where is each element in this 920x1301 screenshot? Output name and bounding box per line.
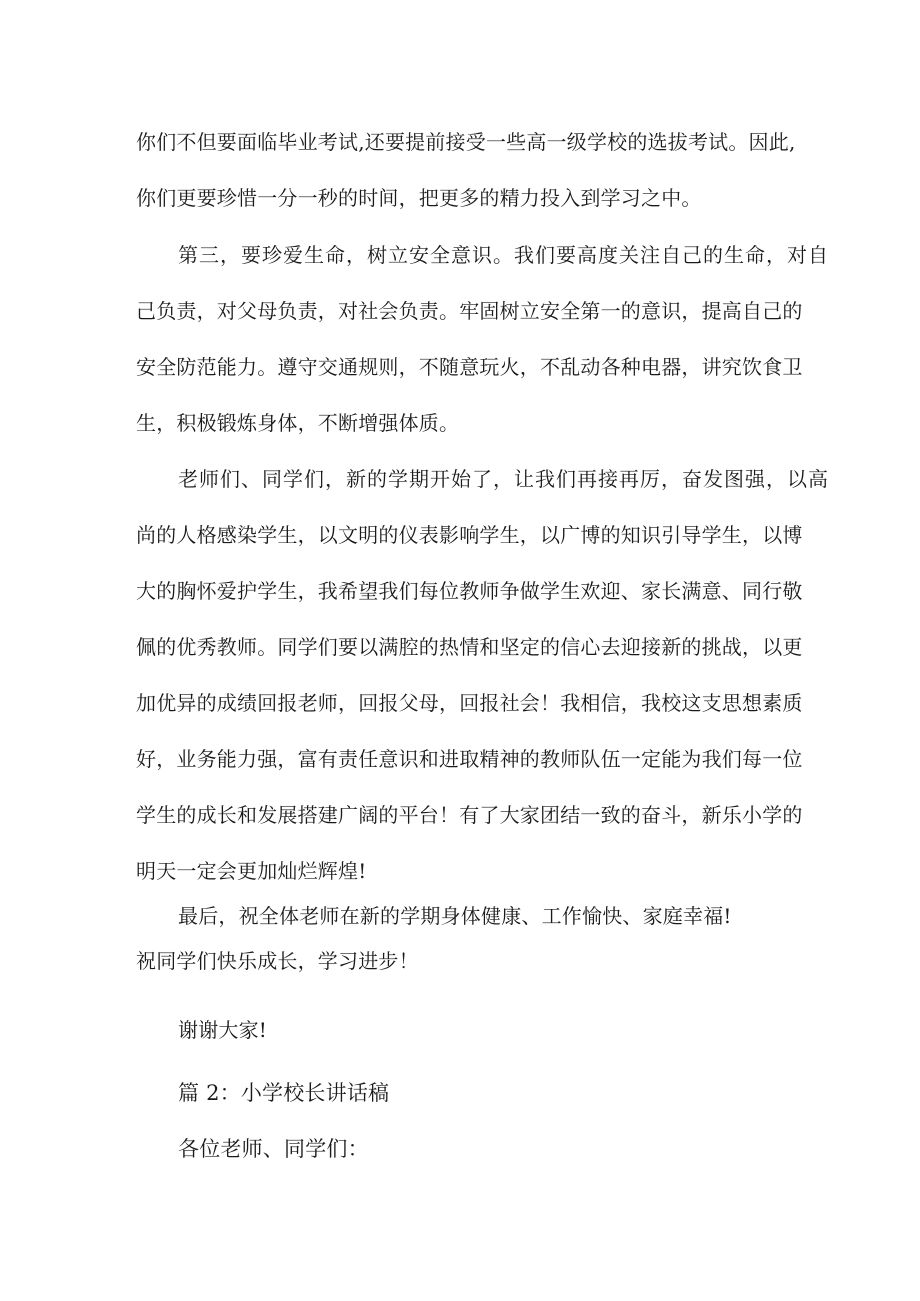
paragraph-line: 你们不但要面临毕业考试,还要提前接受一些高一级学校的选拔考试。因此, — [136, 130, 796, 154]
paragraph-line: 老师们、同学们，新的学期开始了，让我们再接再厉，奋发图强，以高 — [178, 467, 829, 491]
section-heading: 篇 2：小学校长讲话稿 — [178, 1081, 390, 1105]
paragraph-line: 最后，祝全体老师在新的学期身体健康、工作愉快、家庭幸福! — [178, 904, 732, 928]
paragraph-line: 加优异的成绩回报老师，回报父母，回报社会！我相信，我校这支思想素质 — [136, 691, 803, 715]
paragraph-line: 你们更要珍惜一分一秒的时间，把更多的精力投入到学习之中。 — [136, 186, 702, 210]
paragraph-line: 学生的成长和发展搭建广阔的平台！有了大家团结一致的奋斗，新乐小学的 — [136, 803, 803, 827]
paragraph-line: 祝同学们快乐成长，学习进步！ — [136, 949, 419, 973]
paragraph-line: 第三，要珍爱生命，树立安全意识。我们要高度关注自己的生命，对自 — [178, 243, 829, 267]
paragraph-line: 生，积极锻炼身体，不断增强体质。 — [136, 411, 460, 435]
paragraph-line: 尚的人格感染学生，以文明的仪表影响学生，以广博的知识引导学生，以博 — [136, 523, 803, 547]
salutation-line: 各位老师、同学们： — [178, 1137, 369, 1161]
paragraph-line: 好，业务能力强，富有责任意识和进取精神的教师队伍一定能为我们每一位 — [136, 747, 803, 771]
closing-line: 谢谢大家! — [178, 1018, 268, 1042]
paragraph-line: 安全防范能力。遵守交通规则，不随意玩火，不乱动各种电器，讲究饮食卫 — [136, 355, 803, 379]
paragraph-line: 己负责，对父母负责，对社会负责。牢固树立安全第一的意识，提高自己的 — [136, 299, 803, 323]
paragraph-line: 明天一定会更加灿烂辉煌! — [136, 859, 367, 883]
paragraph-line: 大的胸怀爱护学生，我希望我们每位教师争做学生欢迎、家长满意、同行敬 — [136, 579, 803, 603]
paragraph-line: 佩的优秀教师。同学们要以满腔的热情和坚定的信心去迎接新的挑战，以更 — [136, 635, 803, 659]
